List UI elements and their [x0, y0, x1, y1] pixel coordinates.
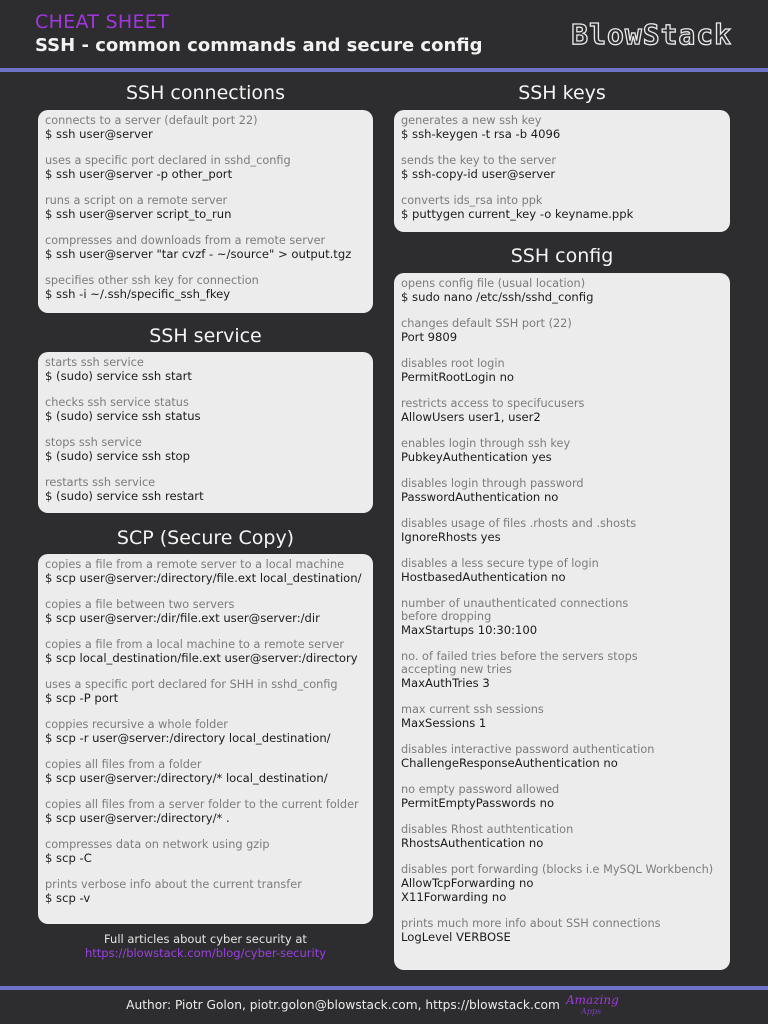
scp-command-item — [38, 678, 373, 705]
command-description: max current ssh sessions — [401, 703, 544, 716]
command-description: uses a specific port declared in sshd_config — [45, 154, 291, 167]
command-description: copies a file between two servers — [45, 598, 235, 611]
command-code: $ scp -C — [45, 851, 92, 865]
command-description: copies all files from a folder — [45, 758, 202, 771]
command-description: coppies recursive a whole folder — [45, 718, 228, 731]
command-description: starts ssh service — [45, 356, 144, 369]
command-code: MaxAuthTries 3 — [401, 676, 490, 690]
config-command-item — [394, 917, 730, 944]
header — [0, 0, 768, 70]
command-description: restricts access to specifucusers — [401, 397, 585, 410]
command-code: $ ssh-copy-id user@server — [401, 167, 556, 181]
blowstack-logo[interactable]: BlowStack — [571, 18, 732, 51]
command-code: MaxStartups 10:30:100 — [401, 623, 538, 637]
command-code: $ (sudo) service ssh restart — [45, 489, 204, 503]
scp-command-item — [38, 718, 373, 745]
keys-command-item — [394, 194, 730, 221]
command-description: opens config file (usual location) — [401, 277, 586, 290]
scp-command-item — [38, 758, 373, 785]
badge-line1: Amazing — [566, 993, 619, 1007]
command-description: disables Rhost authtentication — [401, 823, 574, 836]
command-description: copies a file from a remote server to a local machine — [45, 558, 345, 571]
config-command-item — [394, 863, 730, 904]
section-title-config: SSH config — [510, 245, 614, 267]
command-code: PasswordAuthentication no — [401, 490, 559, 504]
command-code: $ sudo nano /etc/ssh/sshd_config — [401, 290, 594, 304]
section-title-connections: SSH connections — [125, 82, 286, 104]
config-command-item — [394, 557, 730, 584]
config-command-item — [394, 437, 730, 464]
connections-command-item — [38, 154, 373, 181]
scp-command-item — [38, 878, 373, 905]
connections-command-item — [38, 234, 373, 261]
articles-text: Full articles about cyber security at — [104, 932, 307, 946]
command-code: $ ssh -i ~/.ssh/specific_ssh_fkey — [45, 287, 231, 301]
command-description: no empty password allowed — [401, 783, 560, 796]
command-description: enables login through ssh key — [401, 437, 571, 450]
command-description: copies a file from a local machine to a remote server — [45, 638, 345, 651]
command-code: AllowTcpForwarding no X11Forwarding no — [401, 876, 534, 904]
command-code: $ scp -r user@server:/directory local_destination/ — [45, 731, 331, 745]
command-code: $ ssh-keygen -t rsa -b 4096 — [401, 127, 561, 141]
command-description: prints much more info about SSH connections — [401, 917, 661, 930]
config-command-item — [394, 397, 730, 424]
command-code: Port 9809 — [401, 330, 458, 344]
command-code: $ ssh user@server -p other_port — [45, 167, 233, 181]
keys-command-item — [394, 114, 730, 141]
scp-command-item — [38, 638, 373, 665]
articles-note — [38, 932, 373, 960]
keys-card — [394, 110, 730, 232]
connections-command-item — [38, 274, 373, 301]
command-code: $ scp user@server:/directory/* local_destination/ — [45, 771, 328, 785]
config-card — [394, 273, 730, 970]
config-command-item — [394, 357, 730, 384]
service-command-item — [38, 396, 373, 423]
command-code: $ ssh user@server — [45, 127, 153, 141]
command-code: $ (sudo) service ssh stop — [45, 449, 191, 463]
badge-line2: Apps — [580, 1007, 602, 1016]
command-description: stops ssh service — [45, 436, 142, 449]
command-code: RhostsAuthentication no — [401, 836, 544, 850]
config-command-item — [394, 477, 730, 504]
bottom-divider — [0, 986, 768, 990]
command-description: generates a new ssh key — [401, 114, 542, 127]
scp-command-item — [38, 838, 373, 865]
config-command-item — [394, 650, 730, 690]
config-command-item — [394, 517, 730, 544]
command-description: uses a specific port declared for SHH in sshd_config — [45, 678, 338, 691]
command-description: disables login through password — [401, 477, 584, 490]
command-code: $ puttygen current_key -o keyname.ppk — [401, 207, 634, 221]
command-code: HostbasedAuthentication no — [401, 570, 566, 584]
command-code: $ ssh user@server "tar cvzf - ~/source" > output.tgz — [45, 247, 352, 261]
connections-card — [38, 110, 373, 313]
command-description: copies all files from a server folder to the current folder — [45, 798, 359, 811]
connections-command-item — [38, 194, 373, 221]
command-code: $ scp user@server:/dir/file.ext user@server:/dir — [45, 611, 320, 625]
command-code: $ scp local_destination/file.ext user@server:/directory — [45, 651, 358, 665]
config-command-item — [394, 317, 730, 344]
config-command-item — [394, 703, 730, 730]
command-code: ChallengeResponseAuthentication no — [401, 756, 618, 770]
command-code: AllowUsers user1, user2 — [401, 410, 541, 424]
section-title-service: SSH service — [149, 325, 262, 347]
command-code: PubkeyAuthentication yes — [401, 450, 552, 464]
command-description: disables port forwarding (blocks i.e MySQL Workbench) — [401, 863, 714, 876]
author-line: Author: Piotr Golon, piotr.golon@blowstack.com, https://blowstack.com — [126, 998, 560, 1012]
service-card — [38, 352, 373, 513]
command-code: $ scp -P port — [45, 691, 119, 705]
config-command-item — [394, 597, 730, 637]
command-code: $ (sudo) service ssh start — [45, 369, 192, 383]
command-description: prints verbose info about the current transfer — [45, 878, 302, 891]
top-divider — [0, 68, 768, 72]
command-description: runs a script on a remote server — [45, 194, 228, 207]
command-code: $ scp -v — [45, 891, 91, 905]
command-description: sends the key to the server — [401, 154, 556, 167]
service-command-item — [38, 356, 373, 383]
connections-command-item — [38, 114, 373, 141]
command-description: compresses data on network using gzip — [45, 838, 270, 851]
page-title: SSH - common commands and secure config — [35, 35, 483, 56]
command-code: $ (sudo) service ssh status — [45, 409, 201, 423]
scp-command-item — [38, 598, 373, 625]
command-description: number of unauthenticated connections before dropping — [401, 597, 629, 623]
config-command-item — [394, 277, 730, 304]
command-code: $ scp user@server:/directory/* . — [45, 811, 230, 825]
articles-link[interactable]: https://blowstack.com/blog/cyber-security — [84, 946, 327, 960]
command-description: disables interactive password authentication — [401, 743, 655, 756]
service-command-item — [38, 436, 373, 463]
command-code: IgnoreRhosts yes — [401, 530, 501, 544]
command-description: changes default SSH port (22) — [401, 317, 572, 330]
scp-command-item — [38, 558, 373, 585]
command-description: disables a less secure type of login — [401, 557, 599, 570]
command-code: LogLevel VERBOSE — [401, 930, 511, 944]
command-description: disables usage of files .rhosts and .shosts — [401, 517, 637, 530]
command-description: converts ids_rsa into ppk — [401, 194, 543, 207]
section-title-keys: SSH keys — [518, 82, 606, 104]
command-code: PermitEmptyPasswords no — [401, 796, 555, 810]
section-title-scp: SCP (Secure Copy) — [116, 527, 295, 549]
command-description: compresses and downloads from a remote server — [45, 234, 326, 247]
command-code: $ ssh user@server script_to_run — [45, 207, 232, 221]
service-command-item — [38, 476, 373, 503]
command-code: PermitRootLogin no — [401, 370, 515, 384]
command-description: restarts ssh service — [45, 476, 156, 489]
command-description: specifies other ssh key for connection — [45, 274, 259, 287]
cheat-sheet-label: CHEAT SHEET — [35, 11, 169, 33]
amazing-apps-logo — [566, 993, 619, 1020]
config-command-item — [394, 783, 730, 810]
command-description: no. of failed tries before the servers stops accepting new tries — [401, 650, 638, 676]
command-description: checks ssh service status — [45, 396, 189, 409]
config-command-item — [394, 743, 730, 770]
command-code: MaxSessions 1 — [401, 716, 487, 730]
command-code: $ scp user@server:/directory/file.ext local_destination/ — [45, 571, 362, 585]
command-description: connects to a server (default port 22) — [45, 114, 258, 127]
keys-command-item — [394, 154, 730, 181]
scp-command-item — [38, 798, 373, 825]
scp-card — [38, 554, 373, 924]
command-description: disables root login — [401, 357, 505, 370]
config-command-item — [394, 823, 730, 850]
